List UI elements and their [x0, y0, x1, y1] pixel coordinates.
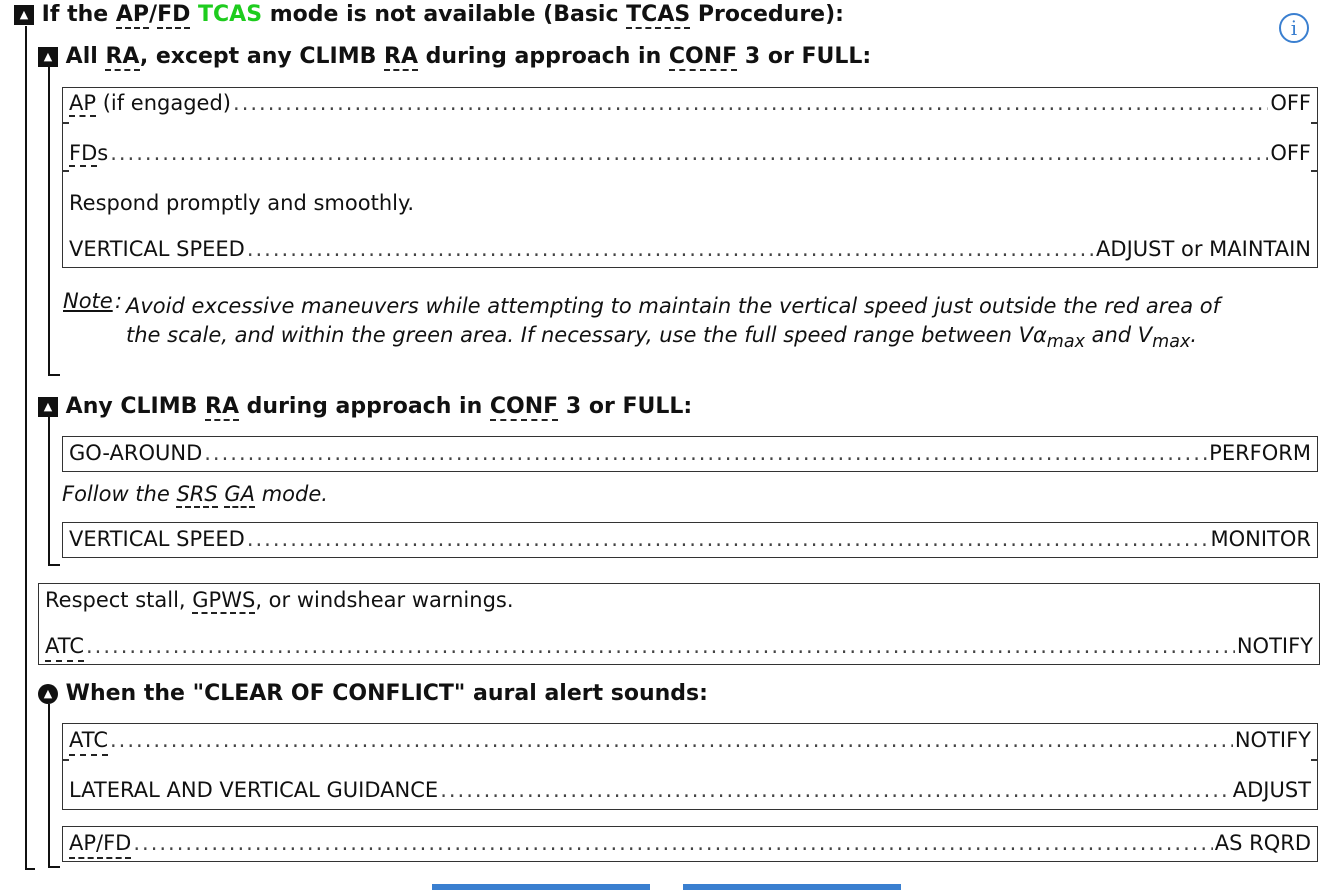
row-value: OFF	[1270, 91, 1311, 115]
abbr-ra[interactable]: RA	[105, 44, 140, 69]
abbr-fd[interactable]: FD	[157, 2, 191, 27]
abbr-ap-fd[interactable]: AP/FD	[69, 829, 131, 859]
section1-action-box	[62, 87, 1318, 268]
dot-leader	[133, 829, 1212, 857]
abbr-conf[interactable]: CONF	[668, 44, 738, 69]
note-colon: :	[115, 289, 123, 313]
dot-leader	[110, 139, 1268, 167]
row-ap: AP (if engaged) ..... OFF	[69, 89, 1311, 117]
row-fds: FDs ..... OFF	[69, 139, 1311, 167]
bottom-button-left[interactable]	[432, 884, 650, 890]
apfd-box	[62, 826, 1318, 862]
row-value: PERFORM	[1209, 441, 1311, 465]
main-bracket-line	[25, 26, 27, 870]
info-icon[interactable]: i	[1279, 13, 1309, 43]
abbr-atc[interactable]: ATC	[45, 632, 84, 662]
row-atc	[45, 632, 1313, 662]
abbr-tcas[interactable]: TCAS	[626, 2, 691, 27]
bottom-button-right[interactable]	[683, 884, 901, 890]
abbr-fd[interactable]: FD	[69, 141, 98, 165]
dot-leader	[247, 525, 1209, 553]
dot-leader	[233, 89, 1268, 117]
dot-leader	[110, 726, 1233, 754]
row-value: ADJUST or MAINTAIN	[1096, 237, 1311, 261]
tcas-green-text: TCAS	[198, 2, 263, 27]
abbr-atc[interactable]: ATC	[69, 726, 108, 756]
row-gap	[69, 757, 1311, 763]
section1-header: ▲ All RA, except any CLIMB RA during approach in CONF 3 or FULL:	[38, 43, 871, 71]
abbr-srs[interactable]: SRS	[176, 482, 218, 506]
row-gap	[69, 168, 1311, 174]
row-value: NOTIFY	[1236, 634, 1313, 658]
note-text: Avoid excessive maneuvers while attempting to maintain the vertical speed just outside the red area of the scale, and within the green area. If necessary, use the full speed range between $V\alpha_{max}$ and $V_{max}$.	[126, 294, 1221, 353]
row-vertical-speed: VERTICAL SPEED ..... MONITOR	[69, 525, 1311, 553]
row-value: OFF	[1270, 141, 1311, 165]
row-vertical-speed: VERTICAL SPEED ..... ADJUST or MAINTAIN	[69, 235, 1311, 263]
collapse-circle-icon[interactable]: ▲	[38, 684, 58, 704]
section3-bracket-line	[48, 704, 50, 868]
abbr-ap[interactable]: AP	[69, 91, 97, 115]
abbr-ga[interactable]: GA	[224, 482, 256, 506]
row-ap-fd	[69, 829, 1311, 859]
row-value: AS RQRD	[1214, 831, 1311, 855]
main-bracket-end	[25, 868, 35, 870]
main-header: ▲ If the AP/FD TCAS mode is not available (Basic TCAS Procedure):	[14, 1, 844, 29]
dot-leader	[86, 632, 1235, 660]
monitor-vs-box	[62, 522, 1318, 558]
section3-action-box	[62, 723, 1318, 810]
abbr-ra[interactable]: RA	[384, 44, 418, 69]
go-around-box	[62, 436, 1318, 472]
row-value: MONITOR	[1210, 527, 1311, 551]
collapse-triangle-icon[interactable]: ▲	[14, 5, 34, 25]
dot-leader	[204, 439, 1207, 467]
dot-leader	[440, 776, 1231, 804]
respect-warnings-box	[38, 583, 1320, 665]
respond-text: Respond promptly and smoothly.	[69, 191, 415, 215]
row-atc	[69, 726, 1311, 756]
abbr-ap[interactable]: AP	[115, 2, 150, 27]
section3-bracket-end	[48, 866, 60, 868]
section3-header: ▲ When the "CLEAR OF CONFLICT" aural alert sounds:	[38, 680, 708, 708]
follow-srs-text: Follow the SRS GA mode.	[62, 482, 328, 506]
collapse-triangle-icon[interactable]: ▲	[38, 397, 58, 417]
note-label: Note	[63, 289, 113, 313]
section1-bracket-end	[48, 374, 60, 376]
abbr-conf[interactable]: CONF	[489, 394, 559, 419]
dot-leader	[247, 235, 1094, 263]
row-guidance: LATERAL AND VERTICAL GUIDANCE ..... ADJUST	[69, 776, 1311, 804]
collapse-triangle-icon[interactable]: ▲	[38, 47, 58, 67]
abbr-ra[interactable]: RA	[205, 394, 239, 419]
section2-header: ▲ Any CLIMB RA during approach in CONF 3 or FULL:	[38, 393, 692, 421]
row-gap	[69, 120, 1311, 126]
row-value: NOTIFY	[1234, 728, 1311, 752]
section1-bracket-line	[48, 66, 50, 376]
respect-text: Respect stall, GPWS, or windshear warnings.	[45, 588, 514, 612]
row-go-around: GO-AROUND ..... PERFORM	[69, 439, 1311, 467]
section2-bracket-end	[48, 564, 60, 566]
row-value: ADJUST	[1232, 778, 1311, 802]
abbr-gpws[interactable]: GPWS	[192, 588, 256, 612]
section2-bracket-line	[48, 416, 50, 566]
